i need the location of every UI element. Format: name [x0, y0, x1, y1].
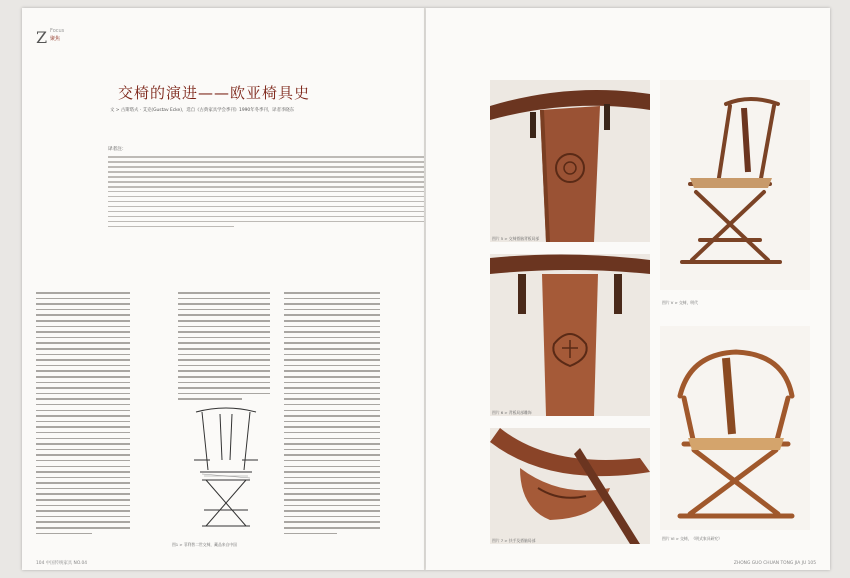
text-line [284, 309, 380, 311]
text-line [284, 320, 380, 322]
figure-7-caption: 图片 7 > 扶手及搭脑局部 [492, 538, 536, 543]
section-en: Focus [50, 28, 65, 34]
text-line [284, 326, 380, 328]
text-line [284, 443, 380, 445]
text-line [108, 201, 424, 203]
text-line [36, 415, 130, 417]
text-line [36, 471, 130, 473]
footer-left [36, 560, 87, 566]
text-line [284, 432, 380, 434]
text-line [284, 354, 380, 356]
text-line [284, 393, 380, 395]
text-line [108, 181, 424, 183]
text-line [108, 166, 424, 168]
text-line [284, 387, 380, 389]
text-line [108, 206, 424, 208]
text-line [36, 309, 130, 311]
text-line [36, 443, 130, 445]
text-line [36, 370, 130, 372]
text-line [36, 438, 130, 440]
text-line [178, 326, 270, 328]
text-line [284, 510, 380, 512]
translator-note-text [108, 156, 424, 227]
left-page [22, 8, 426, 570]
text-line [284, 415, 380, 417]
text-line [36, 320, 130, 322]
text-line [36, 331, 130, 333]
text-line [178, 331, 270, 333]
text-line [178, 342, 270, 344]
text-line [36, 460, 130, 462]
text-line [36, 521, 130, 523]
text-line [36, 477, 130, 479]
text-line [36, 348, 130, 350]
text-line [178, 314, 270, 316]
body-column-3 [284, 288, 380, 538]
text-line [108, 191, 424, 193]
text-line [284, 410, 380, 412]
text-line [178, 387, 270, 389]
translator-note-label: 译者注： [108, 147, 127, 152]
text-line [284, 527, 380, 529]
text-line [284, 454, 380, 456]
text-line [36, 493, 130, 495]
footer-left-text: 中国传统家具 NO.04 [45, 561, 88, 566]
text-line [36, 292, 130, 294]
text-line [284, 376, 380, 378]
text-line [36, 516, 130, 518]
text-line [36, 510, 130, 512]
figure-5-caption: 图片 5 > 交椅搭脑背板局部 [492, 236, 540, 241]
text-line [284, 493, 380, 495]
text-line [178, 298, 270, 300]
text-line [108, 196, 424, 198]
text-line [108, 186, 424, 188]
text-line [284, 460, 380, 462]
figure-6-caption: 图片 6 > 背板局部雕饰 [492, 410, 532, 415]
right-page [426, 8, 830, 570]
text-line [284, 342, 380, 344]
text-line [108, 211, 424, 213]
text-line [284, 426, 380, 428]
text-line [178, 303, 270, 305]
text-line [36, 488, 130, 490]
text-line [108, 216, 424, 218]
text-line [36, 410, 130, 412]
article-title: 交椅的演进——欧亚椅具史 [118, 84, 311, 102]
text-line [284, 292, 380, 294]
text-line [284, 337, 380, 339]
text-line [36, 303, 130, 305]
text-line [178, 393, 270, 395]
text-line [36, 499, 130, 501]
text-line [36, 376, 130, 378]
text-line [284, 365, 380, 367]
text-line [178, 359, 270, 361]
text-line [284, 499, 380, 501]
text-line [36, 533, 92, 535]
photo-folding-chair [660, 80, 810, 290]
text-line [284, 449, 380, 451]
text-line [108, 161, 424, 163]
text-line [178, 292, 270, 294]
footer-right-page-number: 105 [807, 561, 816, 566]
text-line [284, 298, 380, 300]
text-line [284, 421, 380, 423]
text-line [178, 337, 270, 339]
text-line [178, 370, 270, 372]
photo-armrest-detail [490, 428, 650, 544]
text-line [36, 382, 130, 384]
text-line [284, 488, 380, 490]
body-column-1 [36, 288, 130, 538]
text-line [108, 226, 234, 228]
text-line [284, 471, 380, 473]
photo-backrest-splat [490, 80, 650, 242]
text-line [178, 382, 270, 384]
text-line [284, 398, 380, 400]
text-line [36, 387, 130, 389]
text-line [36, 337, 130, 339]
text-line [36, 354, 130, 356]
text-line [284, 331, 380, 333]
text-line [284, 482, 380, 484]
text-line [284, 348, 380, 350]
text-line [284, 521, 380, 523]
article-byline: 文 > 古斯塔夫 · 艾克(Gustav Ecke)，选自《古典家具学会季刊》1990年冬季刊，译者李晓东 [110, 108, 295, 113]
text-line [178, 376, 270, 378]
text-line [36, 393, 130, 395]
text-line [178, 365, 270, 367]
text-line [36, 298, 130, 300]
text-line [178, 354, 270, 356]
text-line [284, 533, 337, 535]
photo-splat-carving [490, 254, 650, 416]
figure-1-caption: 图1 > 菲利普二世交椅，藏品来自中国 [172, 542, 237, 547]
text-line [36, 314, 130, 316]
figure-v-caption: 图片 V > 交椅，明代 [662, 300, 698, 305]
text-line [108, 176, 424, 178]
text-line [178, 348, 270, 350]
text-line [284, 303, 380, 305]
text-line [36, 454, 130, 456]
text-line [36, 432, 130, 434]
text-line [284, 505, 380, 507]
text-line [36, 421, 130, 423]
text-line [36, 365, 130, 367]
text-line [284, 466, 380, 468]
figure-vi-caption: 图片 VI > 交椅，《明式家具研究》 [662, 536, 722, 541]
text-line [284, 314, 380, 316]
chair-sketch-illustration [190, 400, 262, 536]
text-line [284, 404, 380, 406]
footer-right [734, 561, 816, 566]
footer-left-page-number: 104 [36, 561, 45, 566]
body-column-2 [178, 288, 270, 404]
text-line [36, 326, 130, 328]
photo-roundback-chair [660, 326, 810, 530]
text-line [284, 370, 380, 372]
text-line [36, 342, 130, 344]
text-line [36, 404, 130, 406]
text-line [178, 309, 270, 311]
section-header [36, 28, 65, 47]
text-line [108, 156, 424, 158]
text-line [36, 527, 130, 529]
text-line [36, 466, 130, 468]
section-letter: Z [36, 28, 48, 47]
translator-note [108, 146, 424, 244]
text-line [284, 438, 380, 440]
text-line [36, 398, 130, 400]
text-line [36, 449, 130, 451]
text-line [284, 477, 380, 479]
text-line [36, 505, 130, 507]
text-line [284, 359, 380, 361]
text-line [36, 359, 130, 361]
text-line [36, 482, 130, 484]
footer-right-text: ZHONG GUO CHUAN TONG JIA JU [733, 561, 807, 566]
text-line [178, 320, 270, 322]
text-line [284, 516, 380, 518]
text-line [36, 426, 130, 428]
text-line [108, 171, 424, 173]
text-line [284, 382, 380, 384]
section-cn: 聚焦 [50, 36, 61, 42]
text-line [108, 221, 424, 223]
